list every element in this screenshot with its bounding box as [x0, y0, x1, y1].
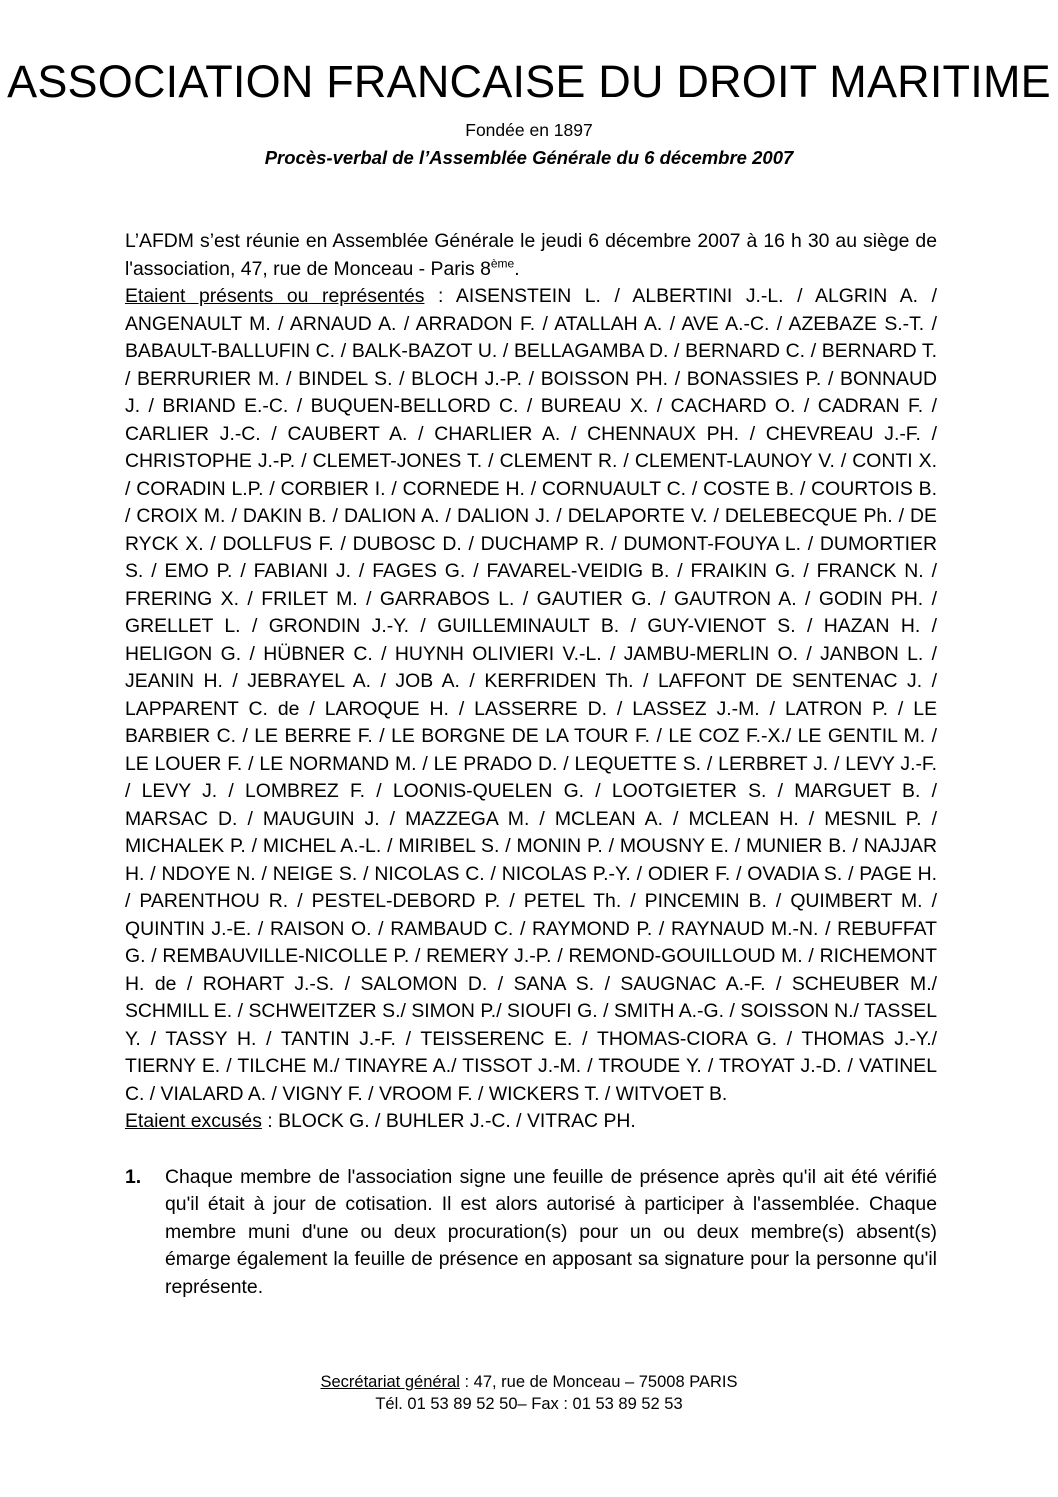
numbered-list — [125, 1164, 937, 1302]
intro-text-after-ordinal: . — [514, 257, 520, 280]
footer-label: Secrétariat général — [320, 1373, 460, 1391]
document-body — [125, 228, 937, 1301]
attendees-paragraph — [125, 283, 937, 1108]
list-item-marker: 1. — [125, 1165, 142, 1188]
intro-paragraph — [125, 228, 937, 283]
list-item — [125, 1164, 937, 1302]
ordinal-suffix: ème — [490, 256, 515, 271]
footer-address-line — [0, 1371, 1058, 1393]
page-title: ASSOCIATION FRANCAISE DU DROIT MARITIME — [7, 56, 1051, 107]
excused-paragraph — [125, 1108, 937, 1136]
attendees-list: AISENSTEIN L. / ALBERTINI J.-L. / ALGRIN A. / ANGENAULT M. / ARNAUD A. / ARRADON F. / ATALLAH A. / AVE A.-C. / AZEBAZE S.-T. / BABAULT-BALLUFIN C. / BALK-BAZOT U. / BELLAGAMBA D. / BERNARD C. / BERNARD T. / BERRURIER M. / BINDEL S. / BLOCH J.-P. / BOISSON PH. / BONASSIES P. / BONNAUD J. / BRIAND E.-C. / BUQUEN-BELLORD C. / BUREAU X. / CACHARD O. / CADRAN F. / CARLIER J.-C. / CAUBERT A. / CHARLIER A. / CHENNAUX PH. / CHEVREAU J.-F. / CHRISTOPHE J.-P. / CLEMET-JONES T. / CLEMENT R. / CLEMENT-LAUNOY V. / CONTI X. / CORADIN L.P. / CORBIER I. / CORNEDE H. / CORNUAULT C. / COSTE B. / COURTOIS B. / CROIX M. / DAKIN B. / DALION A. / DALION J. / DELAPORTE V. / DELEBECQUE Ph. / DE RYCK X. / DOLLFUS F. / DUBOSC D. / DUCHAMP R. / DUMONT-FOUYA L. / DUMORTIER S. / EMO P. / FABIANI J. / FAGES G. / FAVAREL-VEIDIG B. / FRAIKIN G. / FRANCK N. / FRERING X. / FRILET M. / GARRABOS L. / GAUTIER G. / GAUTRON A. / GODIN PH. / GRELLET L. / GRONDIN J.-Y. / GUILLEMINAULT B. / GUY-VIENOT S. / HAZAN H. / HELIGON G. / HÜBNER C. / HUYNH OLIVIERI V.-L. / JAMBU-MERLIN O. / JANBON L. / JEANIN H. / JEBRAYEL A. / JOB A. / KERFRIDEN Th. / LAFFONT DE SENTENAC J. / LAPPARENT C. de / LAROQUE H. / LASSERRE D. / LASSEZ J.-M. / LATRON P. / LE BARBIER C. / LE BERRE F. / LE BORGNE DE LA TOUR F. / LE COZ F.-X./ LE GENTIL M. / LE LOUER F. / LE NORMAND M. / LE PRADO D. / LEQUETTE S. / LERBRET J. / LEVY J.-F. / LEVY J. / LOMBREZ F. / LOONIS-QUELEN G. / LOOTGIETER S. / MARGUET B. / MARSAC D. / MAUGUIN J. / MAZZEGA M. / MCLEAN A. / MCLEAN H. / MESNIL P. / MICHALEK P. / MICHEL A.-L. / MIRIBEL S. / MONIN P. / MOUSNY E. / MUNIER B. / NAJJAR H. / NDOYE N. / NEIGE S. / NICOLAS C. / NICOLAS P.-Y. / ODIER F. / OVADIA S. / PAGE H. / PARENTHOU R. / PESTEL-DEBORD P. / PETEL Th. / PINCEMIN B. / QUIMBERT M. / QUINTIN J.-E. / RAISON O. / RAMBAUD C. / RAYMOND P. / RAYNAUD M.-N. / REBUFFAT G. / REMBAUVILLE-NICOLLE P. / REMERY J.-P. / REMOND-GOUILLOUD M. / RICHEMONT H. de / ROHART J.-S. / SALOMON D. / SANA S. / SAUGNAC A.-F. / SCHEUBER M./ SCHMILL E. / SCHWEITZER S./ SIMON P./ SIOUFI G. / SMITH A.-G. / SOISSON N./ TASSEL Y. / TASSY H. / TANTIN J.-F. / TEISSERENC E. / THOMAS-CIORA G. / THOMAS J.-Y./ TIERNY E. / TILCHE M./ TINAYRE A./ TISSOT J.-M. / TROUDE Y. / TROYAT J.-D. / VATINEL C. / VIALARD A. / VIGNY F. / VROOM F. / WICKERS T. / WITVOET B. — [125, 285, 937, 1105]
list-item-text: Chaque membre de l'association signe une feuille de présence après qu'il ait été vérifié qu'il était à jour de cotisation. Il est alors autorisé à participer à l'assemblée. Chaque membre muni d'une ou deux procuration(s) pour un ou deux membre(s) absent(s) émarge également la feuille de présence en apposant sa signature pour la personne qu'il représente. — [165, 1165, 937, 1298]
attendees-block — [125, 283, 937, 1108]
excused-separator: : — [261, 1110, 279, 1132]
intro-text-before-ordinal: L’AFDM s’est réunie en Assemblée Générale le jeudi 6 décembre 2007 à 16 h 30 au siège de l'association, 47, rue de Monceau - Paris 8 — [125, 230, 937, 280]
document-footer — [0, 1371, 1058, 1415]
excused-label: Etaient excusés — [125, 1110, 262, 1132]
attendees-label: Etaient présents ou représentés — [125, 285, 425, 307]
document-header — [0, 0, 1058, 170]
document-subtitle: Procès-verbal de l’Assemblée Générale du 6 décembre 2007 — [264, 147, 794, 168]
attendees-separator: : — [424, 285, 456, 307]
excused-list: BLOCK G. / BUHLER J.-C. / VITRAC PH. — [278, 1110, 636, 1132]
footer-contact-line: Tél. 01 53 89 52 50– Fax : 01 53 89 52 53 — [375, 1395, 683, 1413]
founded-line: Fondée en 1897 — [465, 120, 593, 141]
footer-address: : 47, rue de Monceau – 75008 PARIS — [459, 1373, 738, 1391]
